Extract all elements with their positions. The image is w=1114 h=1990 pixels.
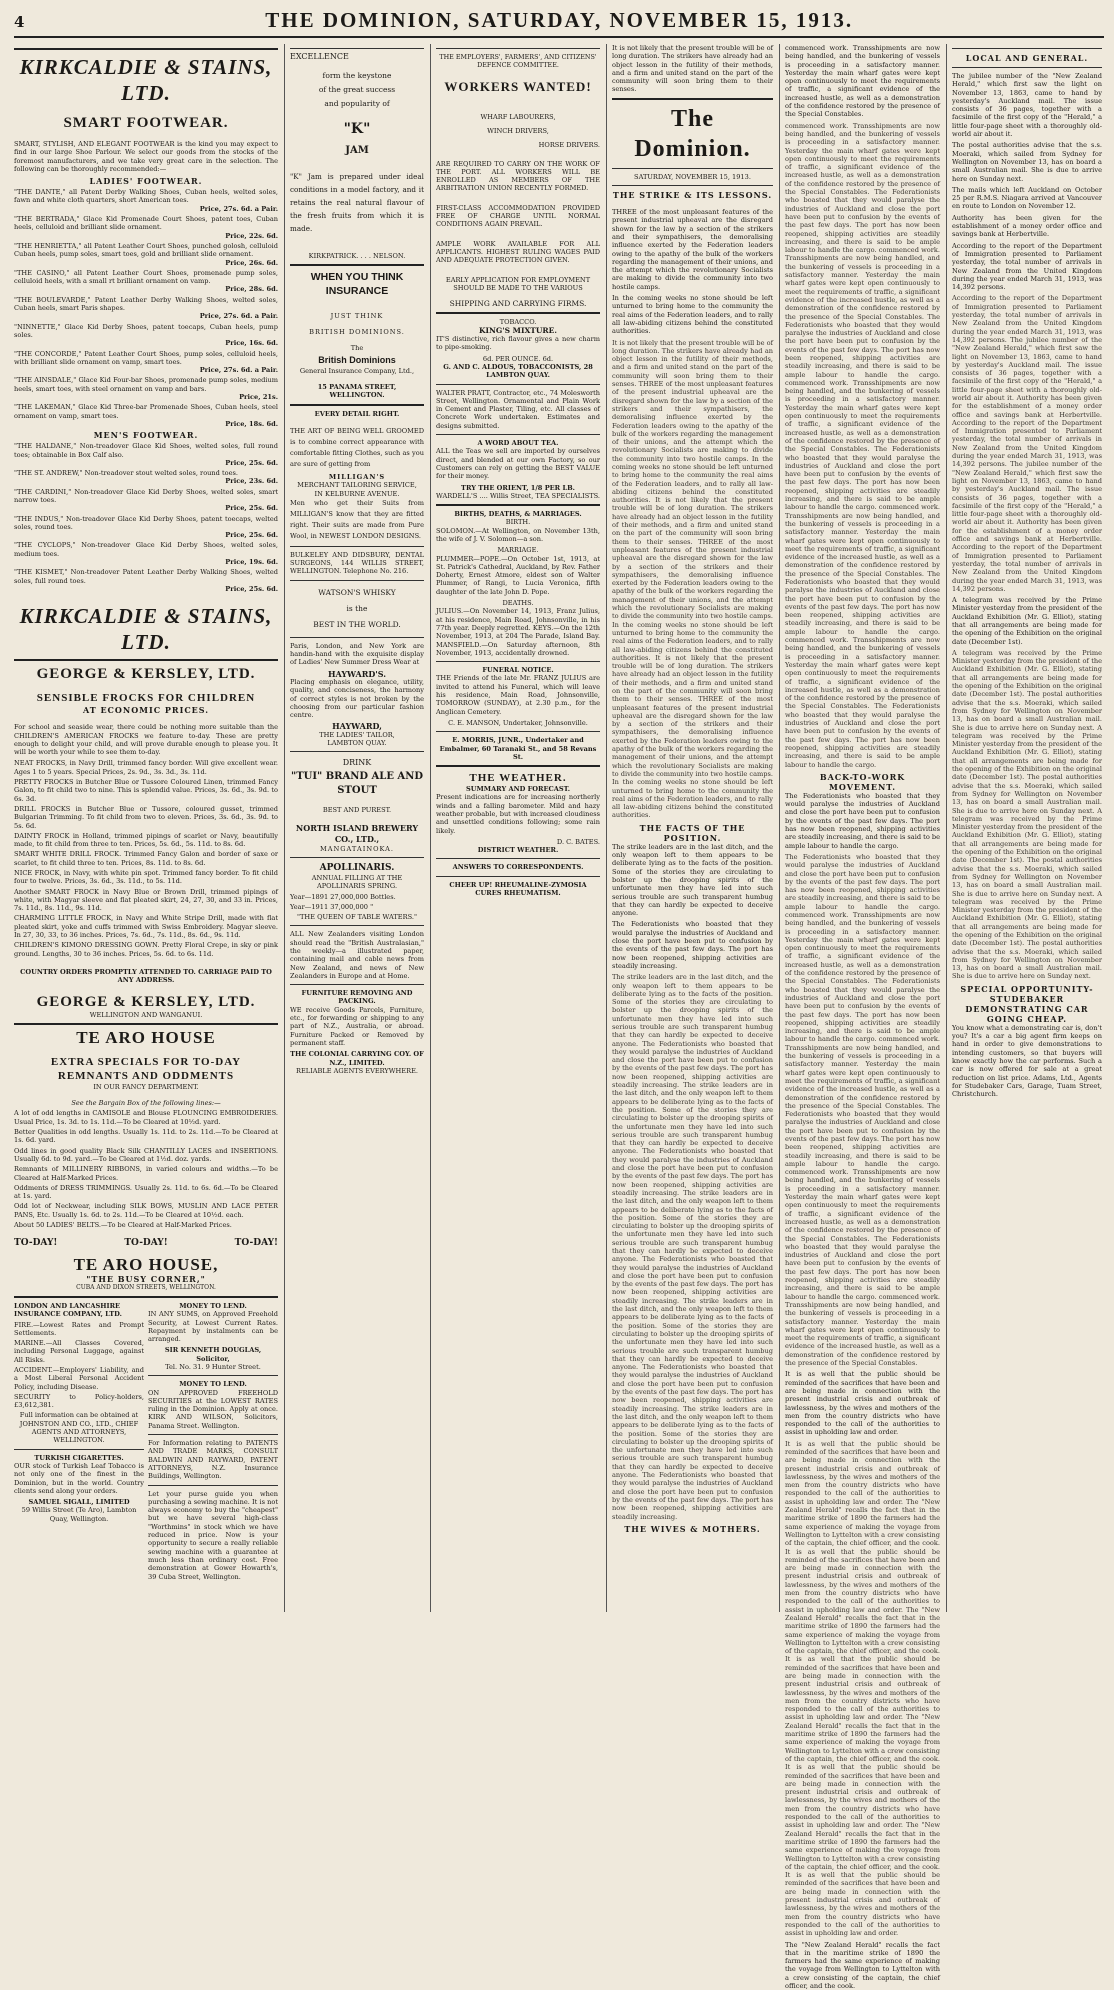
lead-p1: THREE of the most unpleasant features of the present industrial upheaval are the disregard shown for the law by a section of the strikers and their sympathisers, the demoralising influence exerted by the Federation leaders owing to the apathy of the bulk of the workers regarding the management of their unions, and the attempt which the revolutionary Socialists are making to divide the community into two hostile camps. [612, 208, 773, 291]
list-item [14, 215, 278, 240]
bdm-deaths-text: JULIUS.—On November 14, 1913, Franz Julius, at his residence, Main Road, Johnsonville, in his 77th year. Deeply regretted. KEYS.—On the 12th November, 1913, at 204 The Parade, Island Bay. MANSFIELD.—On Saturday afternoon, 8th November, 1913, accidentally drowned. [436, 607, 600, 657]
facts-heading: THE FACTS OF THE POSITION. [612, 823, 773, 843]
ta-today-row [14, 1239, 278, 1247]
list-item [14, 350, 278, 375]
ks-title-footer: KIRKCALDIE & STAINS, LTD. [14, 603, 278, 655]
col4-body2: The strike leaders are in the last ditch, and the only weapon left to them appears to be deliberate lying as to the facts of the position. Some of the stories they are circulating to bolster up the drooping spirits of the unfortunate men they have led into such serious trouble are such transparent humbug that they can hardly be expected to deceive anyone. The Federationists who boasted that they would paralyse the industries of Auckland and close the port have been put to confusion by the events of the past few days. The port has now been reopened, shipping activities are steadily increasing. The strike leaders are in the last ditch, and the only weapon left to them appears to be deliberate lying as to the facts of the position. Some of the stories they are circulating to bolster up the drooping spirits of the unfortunate men they have led into such serious trouble are such transparent humbug that they can hardly be expected to deceive anyone. The Federationists who boasted that they would paralyse the industries of Auckland and close the port have been put to confusion by the events of the past few days. The port has now been reopened, shipping activities are steadily increasing. The strike leaders are in the last ditch, and the only weapon left to them appears to be deliberate lying as to the facts of the position. Some of the stories they are circulating to bolster up the drooping spirits of the unfortunate men they have led into such serious trouble are such transparent humbug that they can hardly be expected to deceive anyone. The Federationists who boasted that they would paralyse the industries of Auckland and close the port have been put to confusion by the events of the past few days. The port has now been reopened, shipping activities are steadily increasing. The strike leaders are in the last ditch, and the only weapon left to them appears to be deliberate lying as to the facts of the position. Some of the stories they are circulating to bolster up the drooping spirits of the unfortunate men they have led into such serious trouble are such transparent humbug that they can hardly be expected to deceive anyone. The Federationists who boasted that they would paralyse the industries of Auckland and close the port have been put to confusion by the events of the past few days. The port has now been reopened, shipping activities are steadily increasing. The strike leaders are in the last ditch, and the only weapon left to them appears to be deliberate lying as to the facts of the position. Some of the stories they are circulating to bolster up the drooping spirits of the unfortunate men they have led into such serious trouble are such transparent humbug that they can hardly be expected to deceive anyone. The Federationists who boasted that they would paralyse the industries of Auckland and close the port have been put to confusion by the events of the past few days. The port has now been reopened, shipping activities are steadily increasing. [612, 973, 773, 1521]
item-text: "THE CONCORDE," Patent Leather Court Shoes, pump soles, celluloid heels, with brilliant slide ornament on vamp, smart toes. [14, 350, 278, 367]
tc-name: SAMUEL SIGALL, LIMITED [14, 1498, 144, 1506]
special-text: You know what a demonstrating car is, don't you? It's a car a big agent firm keeps on hand in order to give demonstrations to intending customers, so that buyers will know exactly how the car performs. Such a car is now offered for sale at a great reduction on list price. Adams, Ltd., Agents for Studebaker Cars, Garage, Tuam Street, Christchurch. [952, 1024, 1102, 1099]
item-text: "THE HENRIETTA," all Patent Leather Court Shoes, punched golosh, celluloid Cuban heels, pump soles, smart toes, gold and brilliant slide ornament. [14, 242, 278, 259]
bdm-marriage-text: PLUMMER—POPE.—On October 1st, 1913, at St. Patrick's Cathedral, Auckland, by Rev. Father Doherty, Ernest Atmore, eldest son of Walter Plummer, of Rangi, to Lucia Veronica, fifth daughter of the late John D. Pope. [436, 555, 600, 596]
tc-title: TURKISH CIGARETTES. [14, 1454, 144, 1462]
tea-text: ALL the Teas we sell are imported by ourselves direct, and blended at our own Factory, so our Customers can rely on getting the BEST VALUE for their money. [436, 447, 600, 480]
column-2 [290, 44, 424, 1616]
item-text: "THE CASINO," all Patent Leather Court Shoes, promenade pump soles, celluloid heels, with a small rt brilliant ornament on vamp. [14, 269, 278, 286]
bdm-heading: BIRTHS, DEATHS, & MARRIAGES. [436, 510, 600, 518]
column-6 [952, 44, 1102, 1616]
mill-name: MILLIGAN'S [290, 473, 424, 481]
weather-heading: THE WEATHER. [436, 771, 600, 785]
list-item: PRETTY FROCKS in Butcher Blue or Tussore Coloured Linen, trimmed Fancy Galon, to fit child two to nine. This is splendid value. Prices, 3s. 6d., 3s. 9d. to 6s. 3d. [14, 778, 278, 803]
item-text: "THE DANTE," all Patent Derby Walking Shoes, Cuban heels, welted soles, fawn and white cloth quarters, short American toes. [14, 188, 278, 205]
ks-intro: SMART, STYLISH, AND ELEGANT FOOTWEAR is the kind you may expect to find in our large Shoe Parlour. We select our goods from the stocks of the foremost manufacturers, and we take very great care in the selection. The following can be thoroughly recommended:— [14, 140, 278, 173]
ll-agents: Full information can be obtained at JOHNSTON AND CO., LTD., CHIEF AGENTS AND ATTORNEYS, WELLINGTON. [14, 1411, 144, 1444]
herald-text: The "New Zealand Herald" recalls the fact that in the maritime strike of 1890 the farmers had the same experience of making the voyage from Wellington to Lyttelton with a crew consisting of the captain, the chief officer, and the cook. [785, 1941, 940, 1990]
furn-text: WE receive Goods Parcels, Furniture, etc., for forwarding or shipping to any part of N.Z., Australia, or abroad. Furniture Packed or Removed by permanent staff. [290, 1006, 424, 1047]
hay-address: LAMBTON QUAY. [290, 739, 424, 747]
sewing-text: Let your purse guide you when purchasing a sewing machine. It is not always economy to buy the "cheapest" but we have several high-class "Worthmins" in stock which we have reduced in price. Now is your opportunity to secure a really reliable sewing machine with a guarantee at much less than ordinary cost. Free demonstration at Gower Howarth's, 39 Cuba Street, Wellington. [148, 1490, 278, 1581]
local-heading: LOCAL AND GENERAL. [952, 53, 1102, 63]
cheer: CHEER UP! RHEUMALINE-ZYMOSIA CURES RHEUMATISM. [436, 881, 600, 898]
ins-head1: WHEN YOU THINK [290, 270, 424, 284]
shipping: SHIPPING AND CARRYING FIRMS. [436, 300, 600, 308]
facts-p1: The strike leaders are in the last ditch, and the only weapon left to them appears to be deliberate lying as to the facts of the position. Some of the stories they are circulating to bolster up the drooping spirits of the unfortunate men they have led into such serious trouble are such transparent humbug that they can hardly be expected to deceive anyone. [612, 843, 773, 918]
morris: E. MORRIS, JUNR., Undertaker and Embalmer, 60 Taranaki St., and 58 Revans St. [436, 736, 600, 761]
money-text: IN ANY SUMS, on Approved Freehold Security, at Lowest Current Rates. Repayment by instalments can be arranged. [148, 1310, 278, 1343]
column-rule [946, 44, 947, 1612]
item-price: Price, 27s. 6d. a Pair. [14, 205, 278, 213]
pratt: WALTER PRATT, Contractor, etc., 74 Molesworth Street, Wellington. Ornamental and Plain Work in Cement and Plaster, Tiling, etc. All classes of Concrete Work undertaken. Estimates and designs submitted. [436, 389, 600, 430]
list-item [14, 515, 278, 540]
column-3 [436, 44, 600, 1616]
special-heading: SPECIAL OPPORTUNITY-STUDEBAKER DEMONSTRATING CAR GOING CHEAP. [952, 984, 1102, 1024]
money2-heading: MONEY TO LEND. [148, 1380, 278, 1388]
early-app: EARLY APPLICATION FOR EMPLOYMENT SHOULD BE MADE TO THE VARIOUS [436, 276, 600, 293]
funeral-heading: FUNERAL NOTICE. [436, 666, 600, 674]
weather-sub: SUMMARY AND FORECAST. [436, 785, 600, 793]
list-item: Year—1911 37,000,000 " [290, 903, 424, 911]
furn-name: THE COLONIAL CARRYING COY. OF N.Z., LIMITED. [290, 1050, 424, 1067]
tc-text: OUR stock of Turkish Leaf Tobacco is not only one of the finest in the Dominion, but in the world. Country clients send along your orders. [14, 1462, 144, 1495]
column-1 [14, 44, 278, 1616]
money2-text: ON APPROVED FREEHOLD SECURITIES at the LOWEST RATES ruling in the Dominion. Apply at once. KIRK AND WILSON, Solicitors, Panama Street. Wellington. [148, 1389, 278, 1430]
list-item [14, 541, 278, 566]
list-item [14, 403, 278, 428]
list-item [14, 188, 278, 213]
kirkpatrick: KIRKPATRICK. . . . NELSON. [290, 252, 424, 260]
best-purest: BEST AND PUREST. [290, 806, 424, 814]
answers: ANSWERS TO CORRESPONDENTS. [436, 863, 600, 871]
per-ounce: 6d. PER OUNCE. 6d. [436, 355, 600, 363]
list-item: Odd lines in good quality Black Silk CHANTILLY LACES and INSERTIONS. Usually 6d. to 9d. yard.—To be Cleared at 1½d. doz. yards. [14, 1147, 278, 1164]
horse: HORSE DRIVERS. [436, 138, 600, 152]
list-item [14, 568, 278, 593]
money-name: SIR KENNETH DOUGLAS, Solicitor, [148, 1346, 278, 1363]
tc-address: 59 Willis Street (Te Aro), Lambton Quay, Wellington. [14, 1506, 144, 1523]
local-p3: The mails which left Auckland on October 25 per R.M.S. Niagara arrived at Vancouver en route to London on November 12. [952, 186, 1102, 211]
ladies-heading: LADIES' FOOTWEAR. [14, 176, 278, 186]
weather-text: Present indications are for increasing northerly winds and a falling barometer. Mild and hazy weather probable, but with increased cloudiness and unsettled conditions following; some rain likely. [436, 793, 600, 834]
weather-sig: D. C. BATES. [436, 838, 600, 846]
item-price: Price, 25s. 6d. [14, 585, 278, 593]
required: ARE REQUIRED TO CARRY ON THE WORK OF THE PORT. ALL WORKERS WILL BE ENROLLED AS MEMBERS OF THE ARBITRATION UNION RECENTLY FORMED. [436, 160, 600, 193]
ta-sub3: IN OUR FANCY DEPARTMENT. [14, 1083, 278, 1091]
district-weather: DISTRICT WEATHER. [436, 846, 600, 854]
item-text: "NINNETTE," Glace Kid Derby Shoes, patent toecaps, Cuban heels, pump soles. [14, 323, 278, 340]
workers-wanted: WORKERS WANTED! [436, 78, 600, 96]
item-text: "THE ST. ANDREW," Non-treadover stout welted soles, round toes. [14, 469, 278, 477]
item-text: "THE CARDINI," Non-treadover Glace Kid Derby Shoes, welted soles, smart narrow toes. [14, 488, 278, 505]
item-price: Price, 21s. [14, 393, 278, 401]
item-price: Price, 28s. 6d. [14, 285, 278, 293]
back-heading: BACK-TO-WORK MOVEMENT. [785, 772, 940, 792]
ta-today-left: TO-DAY! [14, 1239, 57, 1247]
whisky2: is the [290, 601, 424, 617]
ks-heading: SMART FOOTWEAR. [14, 114, 278, 132]
excellence-line: form the keystone [290, 69, 424, 83]
column-4 [612, 44, 773, 1616]
whisky1: WATSON'S WHISKY [290, 585, 424, 601]
ta2-address: CUBA AND DIXON STREETS, WELLINGTON. [14, 1284, 278, 1292]
ta-title: TE ARO HOUSE [14, 1029, 278, 1047]
money-address: Tel. No. 31. 9 Hunter Street. [148, 1363, 278, 1371]
mangatainoka: MANGATAINOKA. [290, 845, 424, 853]
local-p4: Authority has been given for the establishment of a money order office and savings bank at Herbertville. [952, 214, 1102, 239]
list-item: Another SMART FROCK in Navy Blue or Brown Drill, trimmed pipings of white, with Magyar sleeve and flat pleated skirt, 24, 27, 30, and 33 in. Prices, 7s. 11d., 8s. 11d., 9s. 11d. [14, 888, 278, 913]
jam-text: "K" Jam is prepared under ideal conditions in a model factory, and it retains the real natural flavour of the fresh fruits from which it is made. [290, 170, 424, 235]
ins-bd: BRITISH DOMINIONS. [290, 328, 424, 336]
ta2-title: TE ARO HOUSE, [14, 1256, 278, 1274]
item-text: "THE HALDANE," Non-treadover Glace Kid Shoes, welted soles, full round toes; obtainable in Box Calf also. [14, 442, 278, 459]
back-text: The Federationists who boasted that they would paralyse the industries of Auckland and close the port have been put to confusion by the events of the past few days. The port has now been reopened, shipping activities are steadily increasing, and there is said to be ample labour to handle the cargo. [785, 792, 940, 850]
ins-name: British Dominions [290, 353, 424, 367]
gk-frocks-list [14, 759, 278, 958]
item-price: Price, 27s. 6d. a Pair. [14, 366, 278, 374]
gk-title: GEORGE & KERSLEY, LTD. [14, 665, 278, 683]
column-5 [785, 44, 940, 1616]
bdm-birth: BIRTH. [436, 518, 600, 526]
kings-text: IT'S distinctive, rich flavour gives a new charm to pipe-smoking. [436, 335, 600, 352]
tea-heading: A WORD ABOUT TEA. [436, 439, 600, 447]
drink: DRINK [290, 756, 424, 770]
col6-body2: A telegram was received by the Prime Minister yesterday from the president of the Auckland Exhibition (Mr. G. Elliot), stating that all arrangements are being made for the opening of the Exhibition on the original date (December 1st). The postal authorities advise that the s.s. Moeraki, which sailed from Sydney for Wellington on November 13, has on board a small Australian mail. She is due to arrive here on Sunday next. A telegram was received by the Prime Minister yesterday from the president of the Auckland Exhibition (Mr. G. Elliot), stating that all arrangements are being made for the opening of the Exhibition on the original date (December 1st). The postal authorities advise that the s.s. Moeraki, which sailed from Sydney for Wellington on November 13, has on board a small Australian mail. She is due to arrive here on Sunday next. A telegram was received by the Prime Minister yesterday from the president of the Auckland Exhibition (Mr. G. Elliot), stating that all arrangements are being made for the opening of the Exhibition on the original date (December 1st). The postal authorities advise that the s.s. Moeraki, which sailed from Sydney for Wellington on November 13, has on board a small Australian mail. She is due to arrive here on Sunday next. A telegram was received by the Prime Minister yesterday from the president of the Auckland Exhibition (Mr. G. Elliot), stating that all arrangements are being made for the opening of the Exhibition on the original date (December 1st). The postal authorities advise that the s.s. Moeraki, which sailed from Sydney for Wellington on November 13, has on board a small Australian mail. She is due to arrive here on Sunday next. [952, 649, 1102, 981]
list-item [14, 242, 278, 267]
hay-sub: THE LADIES' TAILOR, [290, 731, 424, 739]
item-price: Price, 18s. 6d. [14, 420, 278, 428]
item-text: "THE INDUS," Non-treadover Glace Kid Derby Shoes, patent toecaps, welted soles, round toes. [14, 515, 278, 532]
list-item [14, 269, 278, 294]
ample-work: AMPLE WORK AVAILABLE FOR ALL APPLICANTS. HIGHEST RULING WAGES PAID AND ADEQUATE PROTECTION GIVEN. [436, 240, 600, 265]
hay-text2: Placing emphasis on elegance, utility, quality, and conciseness, the harmony of correct styles is not broken by the choosing from our particular fashion centre. [290, 678, 424, 719]
furn-heading: FURNITURE REMOVING AND PACKING. [290, 989, 424, 1006]
dental-ad: BULKELEY AND DIDSBURY, DENTAL SURGEONS, 144 WILLIS STREET, WELLINGTON. Telephone No. 216. [290, 551, 424, 576]
tea-try: TRY THE ORIENT, 1/8 PER LB. [436, 484, 600, 492]
ta-today-right: TO-DAY! [235, 1239, 278, 1247]
list-item [14, 488, 278, 513]
excellence-line: of the great success [290, 83, 424, 97]
tea-name: WARDELL'S .... Willis Street, TEA SPECIALISTS. [436, 492, 600, 500]
ll-title: LONDON AND LANCASHIRE INSURANCE COMPANY, LTD. [14, 1302, 144, 1319]
mill-text2: Men who get their Suits from MILLIGAN'S know that they are fitted right. Their suits are made from Pure Wool, in NEWEST LONDON DESIGNS. [290, 498, 424, 542]
page-title: THE DOMINION, SATURDAY, NOVEMBER 15, 1913. [265, 8, 853, 33]
item-text: "THE CYCLOPS," Non-treadover Glace Kid Derby Shoes, welted soles, medium toes. [14, 541, 278, 558]
col4-top-text: It is not likely that the present trouble will be of long duration. The strikers have already had an object lesson in the futility of their methods, and a firm and united stand on the part of the community will soon bring them to their senses. [612, 44, 773, 94]
wharf: WHARF LABOURERS, [436, 110, 600, 124]
list-item: Year—1891 27,000,000 Bottles. [290, 893, 424, 901]
mill-address: IN KELBURNE AVENUE. [290, 490, 424, 498]
item-price: Price, 23s. 6d. [14, 477, 278, 485]
aldous: G. AND C. ALDOUS, TOBACCONISTS, 28 LAMBTON QUAY. [436, 363, 600, 380]
item-price: Price, 25s. 6d. [14, 504, 278, 512]
ladies-footwear-list [14, 188, 278, 428]
list-item: Better Qualities in odd lengths. Usually 1s. 11d. to 2s. 11d.—To be Cleared at 1s. 6d. yard. [14, 1128, 278, 1145]
emp-head2: DEFENCE COMMITTEE. [436, 61, 600, 69]
apollinaris: APOLLINARIS. [290, 862, 424, 874]
apol-years [290, 893, 424, 912]
lucky-text: ALL New Zealanders visiting London should read the "British Australasian," the weekly—a illustrated paper, containing mail and cable news from New Zealand, and news of New Zealanders in Europe and at Home. [290, 930, 424, 980]
furn-sub: RELIABLE AGENTS EVERYWHERE. [290, 1067, 424, 1075]
mens-heading: MEN'S FOOTWEAR. [14, 430, 278, 440]
list-item [14, 376, 278, 401]
list-item [14, 296, 278, 321]
list-item: NICE FROCK, in Navy, with white pin spot. Trimmed fancy border. To fit child four to twelve. Prices, 3s. 6d., 3s. 11d., to 5s. 11d. [14, 869, 278, 886]
list-item [14, 469, 278, 486]
funeral-sig: C. E. MANSON, Undertaker, Johnsonville. [436, 719, 600, 727]
item-price: Price, 27s. 6d. a Pair. [14, 312, 278, 320]
gk-address: WELLINGTON AND WANGANUI. [14, 1011, 278, 1019]
mens-footwear-list [14, 442, 278, 593]
page-number: 4 [14, 13, 24, 31]
col4-body: It is not likely that the present trouble will be of long duration. The strikers have already had an object lesson in the futility of their methods, and a firm and united stand on the part of the community will soon bring them to their senses. THREE of the most unpleasant features of the present industrial upheaval are the disregard shown for the law by a section of the strikers and their sympathisers, the demoralising influence exerted by the Federation leaders owing to the apathy of the bulk of the workers regarding the management of their unions, and the attempt which the revolutionary Socialists are making to divide the community into two hostile camps. In the coming weeks no stone should be left unturned to bring home to the community the real aims of the Federation leaders, and to rally all law-abiding citizens behind the constituted authorities. It is not likely that the present trouble will be of long duration. The strikers have already had an object lesson in the futility of their methods, and a firm and united stand on the part of the community will soon bring them to their senses. THREE of the most unpleasant features of the present industrial upheaval are the disregard shown for the law by a section of the strikers and their sympathisers, the demoralising influence exerted by the Federation leaders owing to the apathy of the bulk of the workers regarding the management of their unions, and the attempt which the revolutionary Socialists are making to divide the community into two hostile camps. In the coming weeks no stone should be left unturned to bring home to the community the real aims of the Federation leaders, and to rally all law-abiding citizens behind the constituted authorities. It is not likely that the present trouble will be of long duration. The strikers have already had an object lesson in the futility of their methods, and a firm and united stand on the part of the community will soon bring them to their senses. THREE of the most unpleasant features of the present industrial upheaval are the disregard shown for the law by a section of the strikers and their sympathisers, the demoralising influence exerted by the Federation leaders owing to the apathy of the bulk of the workers regarding the management of their unions, and the attempt which the revolutionary Socialists are making to divide the community into two hostile camps. In the coming weeks no stone should be left unturned to bring home to the community the real aims of the Federation leaders, and to rally all law-abiding citizens behind the constituted authorities. [612, 339, 773, 820]
hay-name: HAYWARD'S. [290, 670, 424, 678]
excellence-lines [290, 69, 424, 111]
list-item: SECURITY to Policy-holders, £3,612,381. [14, 1393, 144, 1410]
excellence: EXCELLENCE [290, 53, 424, 61]
col6-body: According to the report of the Department of Immigration presented to Parliament yesterday, the total number of arrivals in New Zealand from the United Kingdom during the year ended March 31, 1913, was 14,392 persons. The jubilee number of the "New Zealand Herald," which first saw the light on November 13, 1863, came to hand by yesterday's Auckland mail. The issue consists of 36 pages, together with a facsimile of the first copy of the "Herald," a little four-page sheet with a thoroughly old-world air about it. Authority has been given for the establishment of a money order office and savings bank at Herbertville. According to the report of the Department of Immigration presented to Parliament yesterday, the total number of arrivals in New Zealand from the United Kingdom during the year ended March 31, 1913, was 14,392 persons. The jubilee number of the "New Zealand Herald," which first saw the light on November 13, 1863, came to hand by yesterday's Auckland mail. The issue consists of 36 pages, together with a facsimile of the first copy of the "Herald," a little four-page sheet with a thoroughly old-world air about it. Authority has been given for the establishment of a money order office and savings bank at Herbertville. According to the report of the Department of Immigration presented to Parliament yesterday, the total number of arrivals in New Zealand from the United Kingdom during the year ended March 31, 1913, was 14,392 persons. [952, 294, 1102, 593]
col5-body: commenced work. Transshipments are now being handled, and the bunkering of vessels is proceeding in a satisfactory manner. Yesterday the main wharf gates were kept open continuously to meet the requirements of traffic, a significant evidence of the increased hustle, as well as a demonstration of the confidence restored by the presence of the Special Constables. The Federationists who boasted that they would paralyse the industries of Auckland and close the port have been put to confusion by the events of the past few days. The port has now been reopened, shipping activities are steadily increasing, and there is said to be ample labour to handle the cargo. commenced work. Transshipments are now being handled, and the bunkering of vessels is proceeding in a satisfactory manner. Yesterday the main wharf gates were kept open continuously to meet the requirements of traffic, a significant evidence of the increased hustle, as well as a demonstration of the confidence restored by the presence of the Special Constables. The Federationists who boasted that they would paralyse the industries of Auckland and close the port have been put to confusion by the events of the past few days. The port has now been reopened, shipping activities are steadily increasing, and there is said to be ample labour to handle the cargo. commenced work. Transshipments are now being handled, and the bunkering of vessels is proceeding in a satisfactory manner. Yesterday the main wharf gates were kept open continuously to meet the requirements of traffic, a significant evidence of the increased hustle, as well as a demonstration of the confidence restored by the presence of the Special Constables. The Federationists who boasted that they would paralyse the industries of Auckland and close the port have been put to confusion by the events of the past few days. The port has now been reopened, shipping activities are steadily increasing, and there is said to be ample labour to handle the cargo. commenced work. Transshipments are now being handled, and the bunkering of vessels is proceeding in a satisfactory manner. Yesterday the main wharf gates were kept open continuously to meet the requirements of traffic, a significant evidence of the increased hustle, as well as a demonstration of the confidence restored by the presence of the Special Constables. The Federationists who boasted that they would paralyse the industries of Auckland and close the port have been put to confusion by the events of the past few days. The port has now been reopened, shipping activities are steadily increasing, and there is said to be ample labour to handle the cargo. commenced work. Transshipments are now being handled, and the bunkering of vessels is proceeding in a satisfactory manner. Yesterday the main wharf gates were kept open continuously to meet the requirements of traffic, a significant evidence of the increased hustle, as well as a demonstration of the confidence restored by the presence of the Special Constables. The Federationists who boasted that they would paralyse the industries of Auckland and close the port have been put to confusion by the events of the past few days. The port has now been reopened, shipping activities are steadily increasing, and there is said to be ample labour to handle the cargo. [785, 122, 940, 769]
emp-head1: THE EMPLOYERS', FARMERS', AND CITIZENS' [436, 53, 600, 61]
mill-heading: EVERY DETAIL RIGHT. [290, 410, 424, 418]
winch: WINCH DRIVERS, [436, 124, 600, 138]
mill-service: MERCHANT TAILORING SERVICE, [290, 481, 424, 489]
list-item: MARINE.—All Classes Covered, including Personal Luggage, against All Risks. [14, 1339, 144, 1364]
mill-text: THE ART OF BEING WELL GROOMED is to combine correct appearance with comfortable fitting Clothes, such as you are sure of getting from [290, 426, 424, 470]
strike-text: commenced work. Transshipments are now being handled, and the bunkering of vessels is proceeding in a satisfactory manner. Yesterday the main wharf gates were kept open continuously to meet the requirements of traffic, a significant evidence of the increased hustle, as well as a demonstration of the confidence restored by the presence of the Special Constables. [785, 44, 940, 119]
column-rule [284, 44, 285, 1612]
bdm-marriage: MARRIAGE. [436, 546, 600, 554]
item-price: Price, 25s. 6d. [14, 459, 278, 467]
item-text: "THE KISMET," Non-treadover Patent Leather Derby Walking Shoes, welted soles, full round toes. [14, 568, 278, 585]
column-rule [606, 44, 607, 1612]
ks-title: KIRKCALDIE & STAINS, LTD. [14, 54, 278, 106]
local-p5: According to the report of the Department of Immigration presented to Parliament yesterday, the total number of arrivals in New Zealand from the United Kingdom during the year ended March 31, 1913, was 14,392 persons. [952, 242, 1102, 292]
lead-p2: In the coming weeks no stone should be left unturned to bring home to the community the real aims of the Federation leaders, and to rally all law-abiding citizens behind the constituted authorities. [612, 294, 773, 335]
k-letter: "K" [290, 119, 424, 139]
ll-list [14, 1321, 144, 1410]
facts-p2: The Federationists who boasted that they would paralyse the industries of Auckland and close the port have been put to confusion by the events of the past few days. The port has now been reopened, shipping activities are steadily increasing. [612, 920, 773, 970]
item-text: "THE AINSDALE," Glace Kid Four-bar Shoes, promenade pump soles, medium heels, smart toes, with steel ornament on vamp and bars. [14, 376, 278, 393]
wives-heading-4: THE WIVES & MOTHERS. [612, 1524, 773, 1534]
column-rule [430, 44, 431, 1612]
list-item: About 50 LADIES' BELTS.—To be Cleared at Half-Marked Prices. [14, 1221, 278, 1229]
ins-head2: INSURANCE [290, 284, 424, 298]
tobacco: TOBACCO. [436, 318, 600, 326]
ins-gen: General Insurance Company, Ltd., [290, 367, 424, 375]
ta-sub2: REMNANTS AND ODDMENTS [14, 1069, 278, 1083]
list-item: CHARMING LITTLE FROCK, in Navy and White Stripe Drill, made with flat pleated skirt, yoke and cuffs trimmed with Swiss Embroidery. Magyar sleeve. In 27, 30, 33, to 36 inches. Prices, 7s. 6d., 7s. 11d., 8s. 6d., 9s. 11d. [14, 914, 278, 939]
col5-body2: The Federationists who boasted that they would paralyse the industries of Auckland and close the port have been put to confusion by the events of the past few days. The port has now been reopened, shipping activities are steadily increasing, and there is said to be ample labour to handle the cargo. commenced work. Transshipments are now being handled, and the bunkering of vessels is proceeding in a satisfactory manner. Yesterday the main wharf gates were kept open continuously to meet the requirements of traffic, a significant evidence of the increased hustle, as well as a demonstration of the confidence restored by the presence of the Special Constables. The Federationists who boasted that they would paralyse the industries of Auckland and close the port have been put to confusion by the events of the past few days. The port has now been reopened, shipping activities are steadily increasing, and there is said to be ample labour to handle the cargo. commenced work. Transshipments are now being handled, and the bunkering of vessels is proceeding in a satisfactory manner. Yesterday the main wharf gates were kept open continuously to meet the requirements of traffic, a significant evidence of the increased hustle, as well as a demonstration of the confidence restored by the presence of the Special Constables. The Federationists who boasted that they would paralyse the industries of Auckland and close the port have been put to confusion by the events of the past few days. The port has now been reopened, shipping activities are steadily increasing, and there is said to be ample labour to handle the cargo. commenced work. Transshipments are now being handled, and the bunkering of vessels is proceeding in a satisfactory manner. Yesterday the main wharf gates were kept open continuously to meet the requirements of traffic, a significant evidence of the increased hustle, as well as a demonstration of the confidence restored by the presence of the Special Constables. The Federationists who boasted that they would paralyse the industries of Auckland and close the port have been put to confusion by the events of the past few days. The port has now been reopened, shipping activities are steadily increasing, and there is said to be ample labour to handle the cargo. commenced work. Transshipments are now being handled, and the bunkering of vessels is proceeding in a satisfactory manner. Yesterday the main wharf gates were kept open continuously to meet the requirements of traffic, a significant evidence of the increased hustle, as well as a demonstration of the confidence restored by the presence of the Special Constables. [785, 853, 940, 1367]
brewery: NORTH ISLAND BREWERY CO., LTD., [290, 823, 424, 845]
wives-text: It is as well that the public should be reminded of the sacrifices that have been and are being made in connection with the present industrial crisis and outbreak of lawlessness, by the wives and mothers of the men from the country districts who have responded to the call of the authorities to assist in upholding law and order. [785, 1370, 940, 1436]
paper-date: SATURDAY, NOVEMBER 15, 1913. [612, 173, 773, 181]
local-p1: The jubilee number of the "New Zealand Herald," which first saw the light on November 13, 1863, came to hand by yesterday's Auckland mail. The issue consists of 36 pages, together with a facsimile of the first copy of the "Herald," a little four-page sheet with a thoroughly old-world air about it. [952, 72, 1102, 138]
local-p2: The postal authorities advise that the s.s. Moeraki, which sailed from Sydney for Wellington on November 13, has on board a small Australian mail. She is due to arrive here on Sunday next. [952, 141, 1102, 182]
item-price: Price, 22s. 6d. [14, 232, 278, 240]
ins-just: JUST THINK [290, 312, 424, 320]
col5-body3: It is as well that the public should be reminded of the sacrifices that have been and are being made in connection with the present industrial crisis and outbreak of lawlessness, by the wives and mothers of the men from the country districts who have responded to the call of the authorities to assist in upholding law and order. The "New Zealand Herald" recalls the fact that in the maritime strike of 1890 the farmers had the same experience of making the voyage from Wellington to Lyttelton with a crew consisting of the captain, the chief officer, and the cook. It is as well that the public should be reminded of the sacrifices that have been and are being made in connection with the present industrial crisis and outbreak of lawlessness, by the wives and mothers of the men from the country districts who have responded to the call of the authorities to assist in upholding law and order. The "New Zealand Herald" recalls the fact that in the maritime strike of 1890 the farmers had the same experience of making the voyage from Wellington to Lyttelton with a crew consisting of the captain, the chief officer, and the cook. It is as well that the public should be reminded of the sacrifices that have been and are being made in connection with the present industrial crisis and outbreak of lawlessness, by the wives and mothers of the men from the country districts who have responded to the call of the authorities to assist in upholding law and order. The "New Zealand Herald" recalls the fact that in the maritime strike of 1890 the farmers had the same experience of making the voyage from Wellington to Lyttelton with a crew consisting of the captain, the chief officer, and the cook. It is as well that the public should be reminded of the sacrifices that have been and are being made in connection with the present industrial crisis and outbreak of lawlessness, by the wives and mothers of the men from the country districts who have responded to the call of the authorities to assist in upholding law and order. The "New Zealand Herald" recalls the fact that in the maritime strike of 1890 the farmers had the same experience of making the voyage from Wellington to Lyttelton with a crew consisting of the captain, the chief officer, and the cook. It is as well that the public should be reminded of the sacrifices that have been and are being made in connection with the present industrial crisis and outbreak of lawlessness, by the wives and mothers of the men from the country districts who have responded to the call of the authorities to assist in upholding law and order. [785, 1440, 940, 1938]
hay-text: Paris, London, and New York are handin-hand with the exquisite display of Ladies' New Summer Dress Wear at [290, 642, 424, 667]
item-text: "THE BOULEVARDE," Patent Leather Derby Walking Shoes, welted soles, Cuban heels, smart Paris shapes. [14, 296, 278, 313]
excellence-line: and popularity of [290, 97, 424, 111]
masthead [14, 8, 1104, 38]
list-item: Remnants of MILLINERY RIBBONS, in varied colours and widths.—To be Cleared at Half-Marked Prices. [14, 1165, 278, 1182]
whisky3: BEST IN THE WORLD. [290, 617, 424, 633]
funeral-text: THE Friends of the late Mr. FRANZ JULIUS are invited to attend his Funeral, which will leave his residence, Main Road, Johnsonville, TOMORROW (SUNDAY), at 2.30 p.m., for the Anglican Cemetery. [436, 674, 600, 715]
list-item: FIRE.—Lowest Rates and Prompt Settlements. [14, 1321, 144, 1338]
patents-text: For Information relating to PATENTS AND TRADE MARKS, CONSULT BALDWIN AND RAYWARD, PATENT ATTORNEYS, N.Z. Insurance Buildings, Wellington. [148, 1439, 278, 1480]
list-item: DAINTY FROCK in Holland, trimmed pipings of scarlet or Navy, beautifully made, to fit child from three to ten. Prices, 5s. 6d., 5s. 11d. to 8s. 6d. [14, 832, 278, 849]
local-p6: A telegram was received by the Prime Minister yesterday from the president of the Auckland Exhibition (Mr. G. Elliot), stating that all arrangements are being made for the opening of the Exhibition on the original date (December 1st). [952, 596, 1102, 646]
ta-today-mid: TO-DAY! [124, 1239, 167, 1247]
list-item: ACCIDENT.—Employers' Liability, and a Most Liberal Personal Accident Policy, including Disease. [14, 1366, 144, 1391]
item-price: Price, 19s. 6d. [14, 558, 278, 566]
money-heading: MONEY TO LEND. [148, 1302, 278, 1310]
gk-intro: For school and seaside wear, there could be nothing more suitable than the CHILDREN'S AMERICAN FROCKS we feature to-day. These are pretty enough to delight your child, and will prove durable enough to please you. It will be worth your while to see them to-day. [14, 723, 278, 756]
ins-address: 15 PANAMA STREET, WELLINGTON. [290, 383, 424, 400]
lead-heading: THE STRIKE & ITS LESSONS. [612, 190, 773, 200]
ta-sub1: EXTRA SPECIALS FOR TO-DAY [14, 1055, 278, 1069]
kings: KING'S MIXTURE. [436, 327, 600, 335]
item-text: "THE BERTRADA," Glace Kid Promenade Court Shoes, patent toes, Cuban heels, celluloid and brilliant slide ornament. [14, 215, 278, 232]
first-class: FIRST-CLASS ACCOMMODATION PROVIDED FREE OF CHARGE UNTIL NORMAL CONDITIONS AGAIN PREVAIL. [436, 204, 600, 229]
item-price: Price, 16s. 6d. [14, 339, 278, 347]
ta-list [14, 1109, 278, 1229]
bdm-deaths: DEATHS. [436, 599, 600, 607]
jam: JAM [290, 147, 424, 155]
ta2-sub: "THE BUSY CORNER," [14, 1274, 278, 1284]
tui-brand: "TUI" BRAND ALE AND STOUT [290, 770, 424, 798]
ins-the: The [290, 344, 424, 352]
list-item: NEAT FROCKS, in Navy Drill, trimmed fancy border. Will give excellent wear. Ages 1 to 5 years. Special Prices, 2s. 9d., 3s. 3d., 3s. 11d. [14, 759, 278, 776]
hay-name2: HAYWARD, [290, 722, 424, 730]
item-price: Price, 26s. 6d. [14, 259, 278, 267]
paper-name: The Dominion. [612, 104, 773, 164]
bdm-birth-text: SOLOMON.—At Wellington, on November 13th, the wife of J. V. Solomon—a son. [436, 527, 600, 544]
apol-text: ANNUAL FILLING AT THE APOLLINARIS SPRING. [290, 874, 424, 891]
list-item [14, 323, 278, 348]
item-text: "THE LAKEMAN," Glace Kid Three-bar Promenade Shoes, Cuban heels, steel ornament on vamp, smart toes. [14, 403, 278, 420]
list-item: SMART WHITE DRILL FROCK. Trimmed Fancy Galon and border of saxe or scarlet, to fit child three to ten. Prices, 8s. 11d. to 8s. 6d. [14, 850, 278, 867]
list-item: Odd lot of Neckwear, including SILK BOWS, MUSLIN AND LACE PETER PANS, Etc. Usually 1s. 6d. to 2s. 11d.—To be Cleared at 10½d. each. [14, 1202, 278, 1219]
list-item: DRILL FROCKS in Butcher Blue or Tussore, coloured gusset, trimmed Bulgarian Trimming. To fit child from two to eleven. Prices, 3s. 6d., 3s. 9d. to 5s. 6d. [14, 805, 278, 830]
item-price: Price, 25s. 6d. [14, 531, 278, 539]
gk-subheading: AT ECONOMIC PRICES. [14, 705, 278, 715]
gk-country-orders: COUNTRY ORDERS PROMPTLY ATTENDED TO. CARRIAGE PAID TO ANY ADDRESS. [14, 968, 278, 985]
apol-queen: "THE QUEEN OF TABLE WATERS." [290, 913, 424, 921]
gk-title-footer: GEORGE & KERSLEY, LTD. [14, 993, 278, 1011]
list-item [14, 442, 278, 467]
list-item: CHILDREN'S KIMONO DRESSING GOWN. Pretty Floral Crepe, in sky or pink ground. Lengths, 30 to 36 inches. Prices, 5s. 6d. to 6s. 11d. [14, 941, 278, 958]
ta-intro: See the Bargain Box of the following lines:— [14, 1099, 278, 1107]
list-item: A lot of odd lengths in CAMISOLE and Blouse FLOUNCING EMBROIDERIES. Usual Price, 1s. 3d. to 1s. 11d.—To be Cleared at 10½d. yard. [14, 1109, 278, 1126]
column-rule [779, 44, 780, 1612]
list-item: Oddments of DRESS TRIMMINGS. Usually 2s. 11d. to 6s. 6d.—To be Cleared at 1s. yard. [14, 1184, 278, 1201]
gk-heading: SENSIBLE FROCKS FOR CHILDREN [14, 691, 278, 705]
